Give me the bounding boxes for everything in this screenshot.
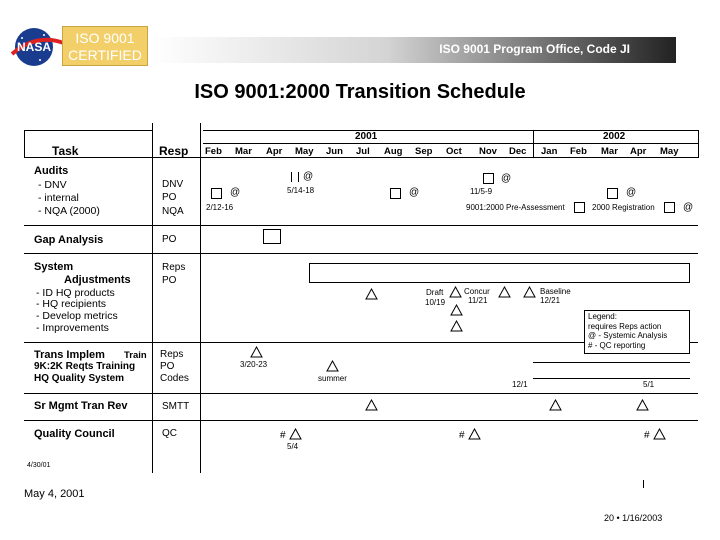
milestone-box (211, 188, 222, 199)
grid-line (203, 143, 698, 144)
milestone-tick (291, 172, 292, 182)
milestone-triangle (450, 320, 463, 332)
date-note: 5/1 (643, 380, 655, 389)
month-label: Aug (384, 146, 403, 157)
iso-badge-line1: ISO 9001 (75, 30, 135, 46)
task-sub: - internal (38, 192, 79, 204)
date-note: 3/20-23 (240, 360, 268, 369)
milestone-triangle (549, 399, 562, 411)
grid-line (24, 157, 698, 158)
systemic-analysis-mark: @ (409, 187, 420, 198)
month-label: Nov (479, 146, 497, 157)
qc-reporting-mark: # (644, 430, 650, 441)
month-label: Apr (630, 146, 647, 157)
resp-cell: Reps (160, 349, 184, 360)
system-adjustments-bar (309, 263, 690, 283)
milestone-triangle (449, 286, 462, 298)
grid-line (24, 393, 698, 394)
resp-cell: Reps (162, 262, 186, 273)
resp-cell: NQA (162, 206, 184, 217)
milestone-triangle (653, 428, 666, 440)
qc-reporting-mark: # (280, 430, 286, 441)
date-note: 5/4 (287, 442, 299, 451)
task-sub: - ID HQ products (36, 287, 115, 299)
task-sub: - DNV (38, 179, 67, 191)
systemic-analysis-mark: @ (683, 202, 694, 213)
iso-badge-line2: CERTIFIED (68, 47, 142, 63)
month-label: Jul (356, 146, 370, 157)
milestone-triangle (289, 428, 302, 440)
task-trans-implem: Trans Implem (34, 349, 105, 361)
resp-cell: SMTT (162, 401, 190, 412)
milestone-label: Baseline (540, 287, 571, 296)
task-gap-analysis: Gap Analysis (34, 234, 104, 246)
task-adjustments: Adjustments (64, 274, 131, 286)
grid-line (24, 130, 25, 158)
month-label: May (295, 146, 314, 157)
month-label: Dec (509, 146, 527, 157)
task-train: Train (124, 350, 147, 361)
legend-title: Legend: (588, 312, 617, 321)
task-system: System (34, 261, 74, 273)
iso-certified-badge (62, 26, 148, 66)
nasa-logo (10, 26, 68, 68)
milestone-box (664, 202, 675, 213)
task-reqts-training: 9K:2K Reqts Training (34, 361, 136, 372)
systemic-analysis-mark: @ (626, 187, 637, 198)
grid-line (200, 123, 201, 473)
year-2001: 2001 (355, 131, 378, 142)
grid-line (698, 130, 699, 158)
grid-line (24, 420, 698, 421)
systemic-analysis-mark: @ (303, 171, 314, 182)
milestone-label: Concur (464, 287, 490, 296)
gap-analysis-bar (263, 229, 281, 244)
resp-cell: Codes (160, 373, 189, 384)
col-header-resp: Resp (159, 144, 189, 158)
legend-box (584, 310, 690, 354)
date-note: 11/21 (468, 296, 488, 305)
task-sub: - Improvements (36, 322, 109, 334)
task-audits: Audits (34, 165, 69, 177)
legend-entry: # - QC reporting (588, 340, 646, 350)
milestone-triangle (326, 360, 339, 372)
month-label: Jun (326, 146, 343, 157)
schedule-line (533, 378, 690, 379)
grid-line (24, 225, 698, 226)
resp-cell: DNV (162, 179, 184, 190)
small-date: 4/30/01 (27, 462, 51, 469)
date-note: 5/14-18 (287, 186, 315, 195)
date-note: 11/5-9 (470, 187, 493, 196)
legend-entry: requires Reps action (588, 321, 662, 331)
milestone-label: Draft (426, 288, 444, 297)
resp-cell: PO (162, 275, 177, 286)
page-number: 20 • 1/16/2003 (604, 513, 663, 523)
task-hq-quality-system: HQ Quality System (34, 373, 125, 384)
grid-line (24, 253, 698, 254)
month-label: Feb (205, 146, 222, 157)
month-label: May (660, 146, 679, 157)
header-bar (150, 37, 676, 63)
month-label: Feb (570, 146, 587, 157)
milestone-box (607, 188, 618, 199)
milestone-triangle (523, 286, 536, 298)
milestone-box (390, 188, 401, 199)
date-note: 12/1 (512, 380, 528, 389)
milestone-triangle (250, 346, 263, 358)
col-header-task: Task (52, 144, 79, 158)
resp-cell: QC (162, 428, 177, 439)
date-note: 12/21 (540, 296, 561, 305)
footer-tick (643, 480, 644, 488)
date-note: 10/19 (425, 298, 446, 307)
month-label: Jan (541, 146, 558, 157)
task-sr-mgmt-tran-rev: Sr Mgmt Tran Rev (34, 400, 128, 412)
milestone-triangle (498, 286, 511, 298)
date-note: 9001:2000 Pre-Assessment (466, 203, 565, 212)
milestone-triangle (450, 304, 463, 316)
milestone-tick (298, 172, 299, 182)
systemic-analysis-mark: @ (501, 173, 512, 184)
month-label: Sep (415, 146, 433, 157)
milestone-triangle (365, 399, 378, 411)
milestone-triangle (365, 288, 378, 300)
schedule-line (533, 362, 690, 363)
task-quality-council: Quality Council (34, 428, 115, 440)
date-note: summer (318, 374, 347, 383)
task-sub: - Develop metrics (36, 310, 118, 322)
task-sub: - NQA (2000) (38, 205, 100, 217)
date-note: 2/12-16 (206, 203, 234, 212)
milestone-box (574, 202, 585, 213)
milestone-box (483, 173, 494, 184)
month-label: Oct (446, 146, 462, 157)
grid-line (24, 130, 152, 131)
footer-date: May 4, 2001 (24, 488, 85, 500)
legend-entry: @ - Systemic Analysis (588, 331, 668, 340)
office-title: ISO 9001 Program Office, Code JI (439, 42, 630, 56)
nasa-logo-text: NASA (16, 40, 52, 54)
resp-cell: PO (162, 234, 177, 245)
date-note: 2000 Registration (592, 203, 655, 212)
grid-line (152, 123, 153, 473)
milestone-triangle (468, 428, 481, 440)
resp-cell: PO (160, 361, 175, 372)
month-label: Mar (601, 146, 618, 157)
slide-title: ISO 9001:2000 Transition Schedule (194, 81, 526, 103)
year-2002: 2002 (603, 131, 626, 142)
milestone-triangle (636, 399, 649, 411)
task-sub: - HQ recipients (36, 298, 107, 310)
qc-reporting-mark: # (459, 430, 465, 441)
month-label: Apr (266, 146, 283, 157)
systemic-analysis-mark: @ (230, 187, 241, 198)
grid-line (533, 130, 534, 158)
month-label: Mar (235, 146, 252, 157)
resp-cell: PO (162, 192, 177, 203)
